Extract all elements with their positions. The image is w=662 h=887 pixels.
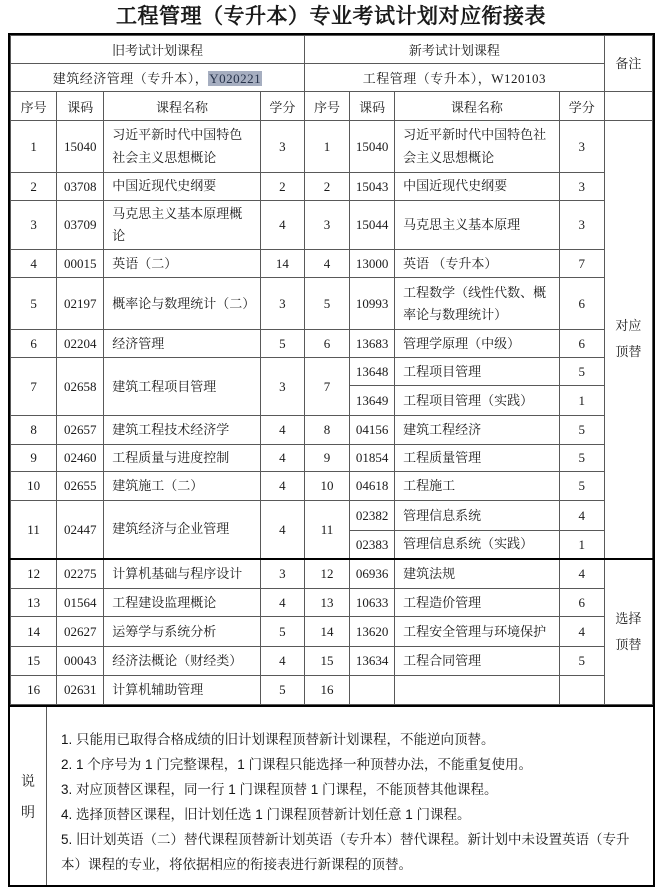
new-seq-cell: 7 <box>304 358 349 416</box>
old-seq-cell: 10 <box>11 472 57 501</box>
new-credit-cell: 3 <box>559 201 604 250</box>
old-credit-cell: 4 <box>260 472 304 501</box>
new-seq-cell: 4 <box>304 250 349 278</box>
notes-text <box>47 707 653 885</box>
old-code-cell: 15040 <box>57 121 104 173</box>
note-item: 3. 对应顶替区课程，同一行 1 门课程顶替 1 门课程，不能顶替其他课程。 <box>61 782 498 798</box>
new-name-cell: 建筑工程经济 <box>395 416 560 445</box>
old-code-cell: 02197 <box>57 278 104 330</box>
old-seq-cell: 1 <box>11 121 57 173</box>
new-code-cell: 04156 <box>350 416 395 445</box>
old-seq-cell: 13 <box>11 589 57 617</box>
remark-cell: 选择顶替 <box>604 559 652 705</box>
old-credit-cell: 5 <box>260 330 304 358</box>
new-code-cell: 10993 <box>350 278 395 330</box>
new-code-cell: 15043 <box>350 173 395 201</box>
old-name-cell: 计算机辅助管理 <box>104 676 260 705</box>
new-code-cell: 13000 <box>350 250 395 278</box>
old-credit-cell: 4 <box>260 501 304 559</box>
new-seq-cell: 1 <box>304 121 349 173</box>
new-credit-cell: 5 <box>559 358 604 386</box>
old-name-cell: 建筑经济与企业管理 <box>104 501 260 559</box>
new-plan-name-cell: 工程管理（专升本），W120103 <box>304 64 604 92</box>
new-code-cell: 13649 <box>350 386 395 416</box>
old-credit-cell: 4 <box>260 445 304 472</box>
old-code-cell: 00043 <box>57 647 104 676</box>
new-credit-cell: 6 <box>559 278 604 330</box>
old-seq-cell: 3 <box>11 201 57 250</box>
new-code-cell: 13683 <box>350 330 395 358</box>
new-code-cell: 13648 <box>350 358 395 386</box>
new-credit-cell <box>559 676 604 705</box>
new-seq-cell: 11 <box>304 501 349 559</box>
course-rows <box>11 121 653 705</box>
old-credit-cell: 4 <box>260 647 304 676</box>
new-credit-cell: 3 <box>559 173 604 201</box>
new-name-cell: 工程项目管理（实践） <box>395 386 560 416</box>
new-plan-group-header: 新考试计划课程 <box>304 36 604 64</box>
new-seq-cell: 14 <box>304 617 349 647</box>
new-name-cell: 工程造价管理 <box>395 589 560 617</box>
old-name-cell: 工程质量与进度控制 <box>104 445 260 472</box>
old-credit-cell: 3 <box>260 121 304 173</box>
old-name-cell: 中国近现代史纲要 <box>104 173 260 201</box>
new-seq-cell: 10 <box>304 472 349 501</box>
old-name-cell: 工程建设监理概论 <box>104 589 260 617</box>
new-seq-cell: 13 <box>304 589 349 617</box>
old-seq-cell: 2 <box>11 173 57 201</box>
old-seq-cell: 15 <box>11 647 57 676</box>
table-row <box>11 330 653 358</box>
table-row <box>11 201 653 250</box>
table-row <box>11 559 653 589</box>
old-seq-cell: 8 <box>11 416 57 445</box>
new-credit-cell: 6 <box>559 330 604 358</box>
old-seq-header: 序号 <box>11 92 57 121</box>
table-row <box>11 647 653 676</box>
new-seq-cell: 6 <box>304 330 349 358</box>
table-row <box>11 676 653 705</box>
table-row <box>11 472 653 501</box>
old-name-cell: 建筑工程技术经济学 <box>104 416 260 445</box>
old-plan-name-cell <box>11 64 305 92</box>
old-seq-cell: 16 <box>11 676 57 705</box>
old-code-header: 课码 <box>57 92 104 121</box>
remark-cell: 对应顶替 <box>604 121 652 559</box>
old-code-cell: 02275 <box>57 559 104 589</box>
new-code-cell: 01854 <box>350 445 395 472</box>
new-credit-cell: 1 <box>559 531 604 559</box>
new-name-cell: 工程施工 <box>395 472 560 501</box>
new-name-cell: 管理信息系统（实践） <box>395 531 560 559</box>
new-code-cell <box>350 676 395 705</box>
remark-empty-cell <box>604 92 652 121</box>
new-code-cell: 13634 <box>350 647 395 676</box>
new-seq-header: 序号 <box>304 92 349 121</box>
new-code-cell: 15044 <box>350 201 395 250</box>
old-plan-code-highlighted: Y020221 <box>209 71 262 86</box>
old-seq-cell: 7 <box>11 358 57 416</box>
table-row <box>11 589 653 617</box>
notes-label-char: 说 <box>21 772 35 789</box>
old-name-cell: 建筑施工（二） <box>104 472 260 501</box>
new-seq-cell: 3 <box>304 201 349 250</box>
old-credit-cell: 2 <box>260 173 304 201</box>
old-code-cell: 00015 <box>57 250 104 278</box>
new-credit-cell: 5 <box>559 416 604 445</box>
new-credit-cell: 1 <box>559 386 604 416</box>
new-name-cell: 工程质量管理 <box>395 445 560 472</box>
old-code-cell: 02204 <box>57 330 104 358</box>
old-name-header: 课程名称 <box>104 92 260 121</box>
table-row <box>11 250 653 278</box>
new-credit-cell: 5 <box>559 445 604 472</box>
old-code-cell: 02447 <box>57 501 104 559</box>
new-seq-cell: 12 <box>304 559 349 589</box>
old-code-cell: 02658 <box>57 358 104 416</box>
new-credit-cell: 4 <box>559 559 604 589</box>
old-seq-cell: 6 <box>11 330 57 358</box>
table-row <box>11 358 653 386</box>
old-seq-cell: 14 <box>11 617 57 647</box>
old-credit-cell: 5 <box>260 617 304 647</box>
new-name-cell: 工程项目管理 <box>395 358 560 386</box>
new-code-cell: 02383 <box>350 531 395 559</box>
old-seq-cell: 11 <box>11 501 57 559</box>
old-name-cell: 概率论与数理统计（二） <box>104 278 260 330</box>
old-name-cell: 经济法概论（财经类） <box>104 647 260 676</box>
table-row <box>11 501 653 531</box>
new-name-cell: 马克思主义基本原理 <box>395 201 560 250</box>
new-name-cell <box>395 676 560 705</box>
table-row <box>11 416 653 445</box>
new-name-cell: 英语 （专升本） <box>395 250 560 278</box>
old-code-cell: 02460 <box>57 445 104 472</box>
new-credit-cell: 5 <box>559 472 604 501</box>
new-credit-cell: 3 <box>559 121 604 173</box>
new-code-cell: 13620 <box>350 617 395 647</box>
old-code-cell: 02655 <box>57 472 104 501</box>
old-seq-cell: 5 <box>11 278 57 330</box>
table-row <box>11 173 653 201</box>
new-credit-cell: 5 <box>559 647 604 676</box>
new-credit-header: 学分 <box>559 92 604 121</box>
note-item: 5. 旧计划英语（二）替代课程顶替新计划英语（专升本）替代课程。新计划中未设置英语（专升本）课程的专业，将依据相应的衔接表进行新课程的顶替。 <box>61 832 630 873</box>
note-item: 4. 选择顶替区课程，旧计划任选 1 门课程顶替新计划任意 1 门课程。 <box>61 807 471 823</box>
old-credit-cell: 4 <box>260 416 304 445</box>
notes-label-char: 明 <box>21 803 35 820</box>
new-seq-cell: 15 <box>304 647 349 676</box>
old-plan-group-header: 旧考试计划课程 <box>11 36 305 64</box>
new-seq-cell: 16 <box>304 676 349 705</box>
new-credit-cell: 4 <box>559 617 604 647</box>
new-seq-cell: 2 <box>304 173 349 201</box>
new-name-cell: 管理学原理（中级） <box>395 330 560 358</box>
course-mapping-sheet <box>8 33 655 887</box>
old-name-cell: 运筹学与系统分析 <box>104 617 260 647</box>
old-name-cell: 习近平新时代中国特色社会主义思想概论 <box>104 121 260 173</box>
new-name-header: 课程名称 <box>395 92 560 121</box>
old-credit-header: 学分 <box>260 92 304 121</box>
plan-name-row <box>11 64 653 92</box>
old-seq-cell: 4 <box>11 250 57 278</box>
new-code-cell: 06936 <box>350 559 395 589</box>
old-code-cell: 02657 <box>57 416 104 445</box>
course-mapping-table <box>10 35 653 705</box>
new-code-cell: 02382 <box>350 501 395 531</box>
old-credit-cell: 4 <box>260 201 304 250</box>
new-credit-cell: 6 <box>559 589 604 617</box>
old-name-cell: 马克思主义基本原理概论 <box>104 201 260 250</box>
new-name-cell: 习近平新时代中国特色社会主义思想概论 <box>395 121 560 173</box>
new-seq-cell: 5 <box>304 278 349 330</box>
new-code-header: 课码 <box>350 92 395 121</box>
column-header-row <box>11 92 653 121</box>
old-credit-cell: 3 <box>260 278 304 330</box>
table-row <box>11 617 653 647</box>
old-credit-cell: 3 <box>260 358 304 416</box>
new-name-cell: 建筑法规 <box>395 559 560 589</box>
new-code-cell: 10633 <box>350 589 395 617</box>
old-code-cell: 02631 <box>57 676 104 705</box>
new-name-cell: 管理信息系统 <box>395 501 560 531</box>
new-name-cell: 工程安全管理与环境保护 <box>395 617 560 647</box>
new-credit-cell: 4 <box>559 501 604 531</box>
new-code-cell: 04618 <box>350 472 395 501</box>
note-item: 1. 只能用已取得合格成绩的旧计划课程顶替新计划课程，不能逆向顶替。 <box>61 732 495 748</box>
new-code-cell: 15040 <box>350 121 395 173</box>
remark-header: 备注 <box>604 36 652 92</box>
old-code-cell: 02627 <box>57 617 104 647</box>
old-name-cell: 经济管理 <box>104 330 260 358</box>
old-credit-cell: 5 <box>260 676 304 705</box>
old-plan-name: 建筑经济管理（专升本）， <box>52 71 209 86</box>
old-seq-cell: 12 <box>11 559 57 589</box>
old-name-cell: 计算机基础与程序设计 <box>104 559 260 589</box>
new-credit-cell: 7 <box>559 250 604 278</box>
old-name-cell: 英语（二） <box>104 250 260 278</box>
old-code-cell: 01564 <box>57 589 104 617</box>
new-name-cell: 工程数学（线性代数、概率论与数理统计） <box>395 278 560 330</box>
old-credit-cell: 14 <box>260 250 304 278</box>
old-code-cell: 03708 <box>57 173 104 201</box>
table-row <box>11 445 653 472</box>
new-name-cell: 中国近现代史纲要 <box>395 173 560 201</box>
new-seq-cell: 8 <box>304 416 349 445</box>
notes-section <box>10 705 653 885</box>
page-title: 工程管理（专升本）专业考试计划对应衔接表 <box>116 4 546 28</box>
old-code-cell: 03709 <box>57 201 104 250</box>
new-seq-cell: 9 <box>304 445 349 472</box>
table-row <box>11 121 653 173</box>
new-name-cell: 工程合同管理 <box>395 647 560 676</box>
old-credit-cell: 4 <box>260 589 304 617</box>
table-row <box>11 278 653 330</box>
notes-label <box>10 707 47 885</box>
old-name-cell: 建筑工程项目管理 <box>104 358 260 416</box>
old-credit-cell: 3 <box>260 559 304 589</box>
note-item: 2. 1 个序号为 1 门完整课程，1 门课程只能选择一种顶替办法，不能重复使用。 <box>61 757 533 773</box>
old-seq-cell: 9 <box>11 445 57 472</box>
group-header-row <box>11 36 653 64</box>
